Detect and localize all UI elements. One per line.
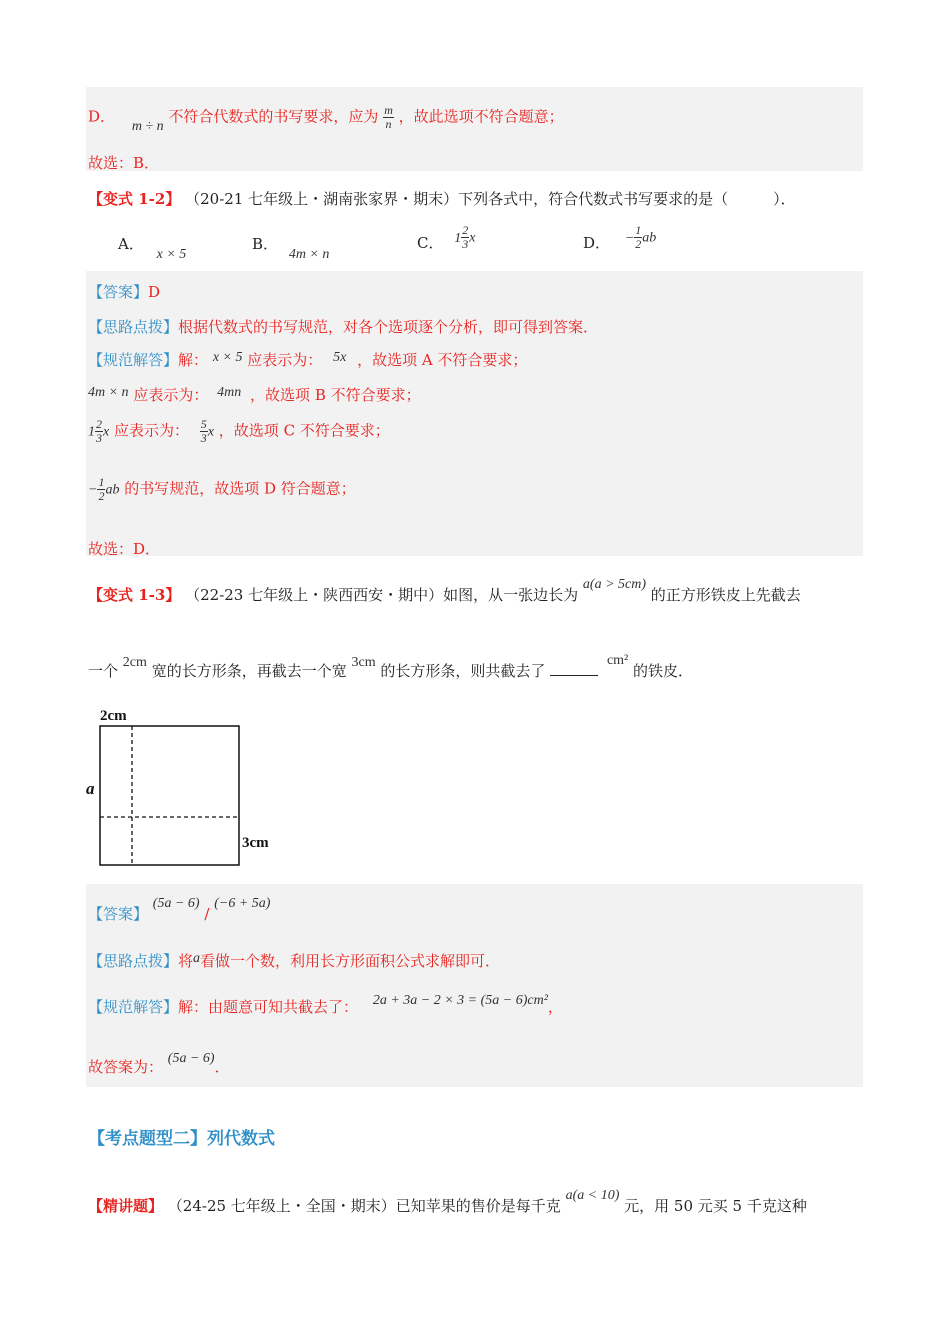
d-expression: m ÷ n xyxy=(131,118,164,134)
solution-1-3: 【规范解答】解：由题意可知共截去了： 2a + 3a − 2 × 3 = (5a − 6)cm²， xyxy=(88,993,563,1016)
solution-1-2-line-2: 4m × n 应表示为： 4mn ，故选项 B 不符合要求； xyxy=(88,385,421,404)
solution-1-2-line-1: 【规范解答】解： x × 5 应表示为： 5x ，故选项 A 不符合要求； xyxy=(88,350,528,369)
solution-1-2-line-3: 1 $\frac{2}{3}$ x 应表示为： $\frac{5}{3}$ x ，故选项 C 不符合要求； xyxy=(88,417,390,445)
option-c: C． 1 $\frac{2}{3}$ x xyxy=(417,223,476,252)
choose-d: 故选：D． xyxy=(88,540,161,558)
answer-1-3: 【答案】 (5a − 6) / (−6 + 5a) xyxy=(88,896,271,923)
label-2cm: 2cm xyxy=(100,708,127,724)
variant-1-2-tag: 【变式 1-2】 xyxy=(88,190,181,208)
d-fraction: $\frac{m}{n}$ xyxy=(384,103,393,131)
jingjiang-tag: 【精讲题】 xyxy=(88,1197,164,1215)
section-heading: 【考点题型二】列代数式 xyxy=(88,1129,275,1149)
option-d: D． − $\frac{1}{2}$ ab xyxy=(583,223,657,252)
variant-1-3-question-line-1: 【变式 1-3】 （22-23 七年级上・陕西西安・期中）如图，从一张边长为 a(a > 5cm) 的正方形铁皮上先截去 xyxy=(88,577,801,604)
option-b: B． 4m × n xyxy=(252,235,330,262)
variant-1-3-question-line-2: 一个 2cm 宽的长方形条，再截去一个宽 3cm 的长方形条，则共截去了 cm² 的铁皮． xyxy=(88,653,694,680)
choose-b: 故选：B． xyxy=(88,154,160,172)
variant-1-2-question: 【变式 1-2】 （20-21 七年级上・湖南张家界・期末）下列各式中，符合代数式书写要求的是（ ）． xyxy=(88,190,796,208)
square-figure xyxy=(82,700,292,870)
option-a: A． x × 5 xyxy=(118,235,187,262)
answer-panel-2 xyxy=(86,271,863,556)
variant-1-3-tag: 【变式 1-3】 xyxy=(88,586,181,604)
label-3cm: 3cm xyxy=(242,835,269,851)
square-outline xyxy=(100,726,239,865)
final-answer-1-3: 故答案为： (5a − 6)． xyxy=(88,1051,230,1076)
solution-1-2-line-4: − $\frac{1}{2}$ ab 的书写规范，故选项 D 符合题意； xyxy=(88,475,356,503)
hint-1-2: 【思路点拨】根据代数式的书写规范，对各个选项逐个分析，即可得到答案． xyxy=(88,318,599,336)
answer-blank xyxy=(550,675,598,676)
option-d-explanation: D． m ÷ n 不符合代数式的书写要求，应为 $\frac{m}{n}$ ，故此选项不符合题意； xyxy=(88,103,564,134)
hint-1-3: 【思路点拨】将a看做一个数，利用长方形面积公式求解即可． xyxy=(88,951,501,970)
label-a: a xyxy=(86,779,95,798)
answer-1-2: 【答案】D xyxy=(88,283,161,301)
jingjiang-question: 【精讲题】 （24-25 七年级上・全国・期末）已知苹果的售价是每千克 a(a < 10) 元，用 50 元买 5 千克这种 xyxy=(88,1188,807,1215)
